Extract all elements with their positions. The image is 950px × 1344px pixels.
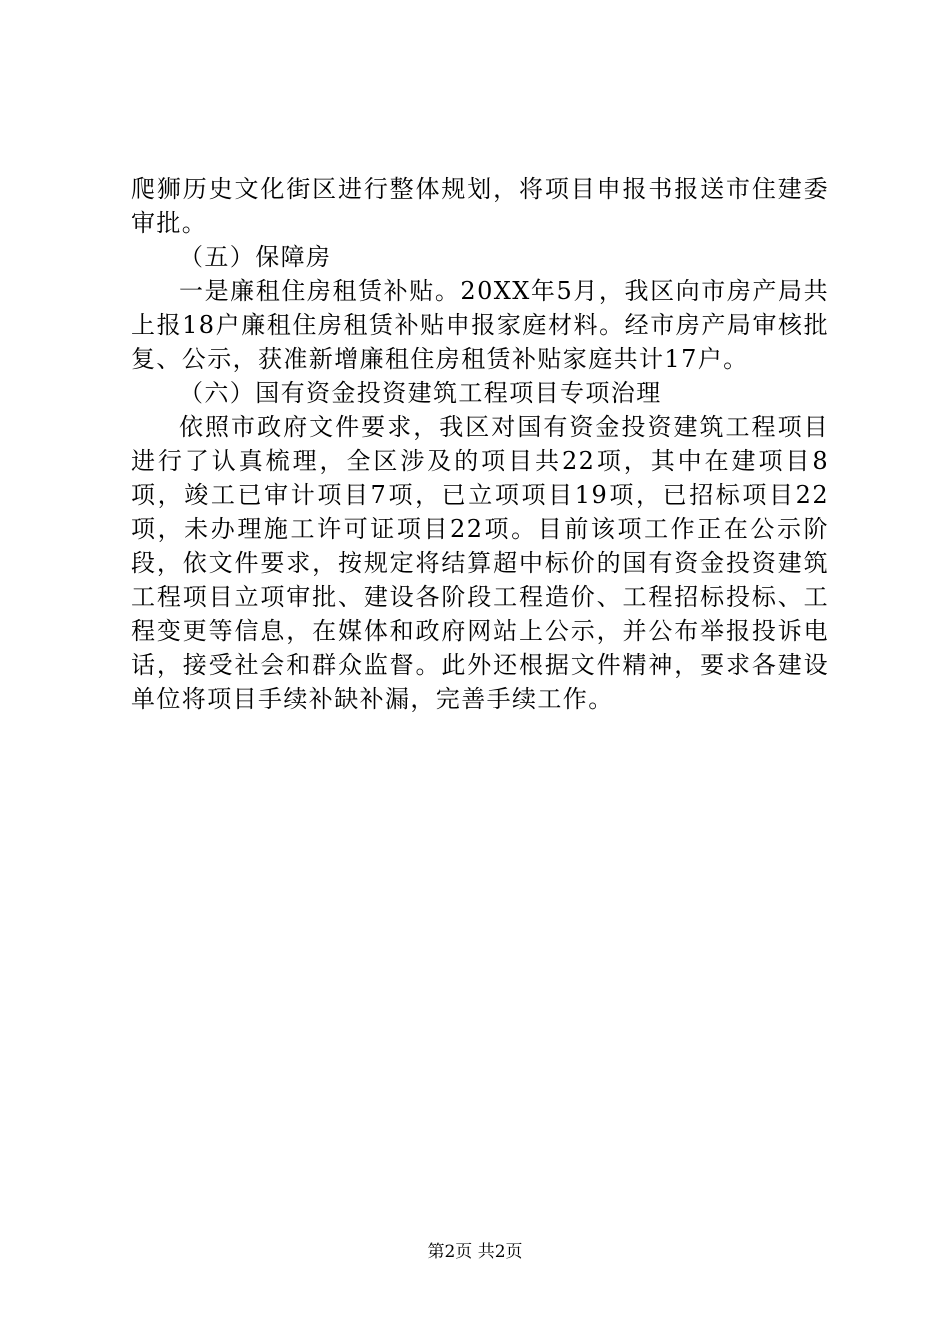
document-body (131, 172, 829, 716)
paragraph-housing-subsidy: 一是廉租住房租赁补贴。20XX年5月，我区向市房产局共上报18户廉租住房租赁补贴申报家庭材料。经市房产局审核批复、公示，获准新增廉租住房租赁补贴家庭共计17户。 (131, 277, 829, 373)
paragraph-project-governance: 依照市政府文件要求，我区对国有资金投资建筑工程项目进行了认真梳理，全区涉及的项目共22项，其中在建项目8项，竣工已审计项目7项，已立项项目19项，已招标项目22项，未办理施工许可证项目22项。目前该项工作正在公示阶段，依文件要求，按规定将结算超中标价的国有资金投资建筑工程项目立项审批、建设各阶段工程造价、工程招标投标、工程变更等信息，在媒体和政府网站上公示，并公布举报投诉电话，接受社会和群众监督。此外还根据文件精神，要求各建设单位将项目手续补缺补漏，完善手续工作。 (131, 413, 829, 713)
paragraph-continuation: 爬狮历史文化街区进行整体规划，将项目申报书报送市住建委审批。 (131, 175, 829, 237)
section-heading-six: （六）国有资金投资建筑工程项目专项治理 (179, 379, 662, 407)
section-heading-five: （五）保障房 (179, 243, 332, 271)
page-footer: 第2页 共2页 (427, 1242, 523, 1262)
